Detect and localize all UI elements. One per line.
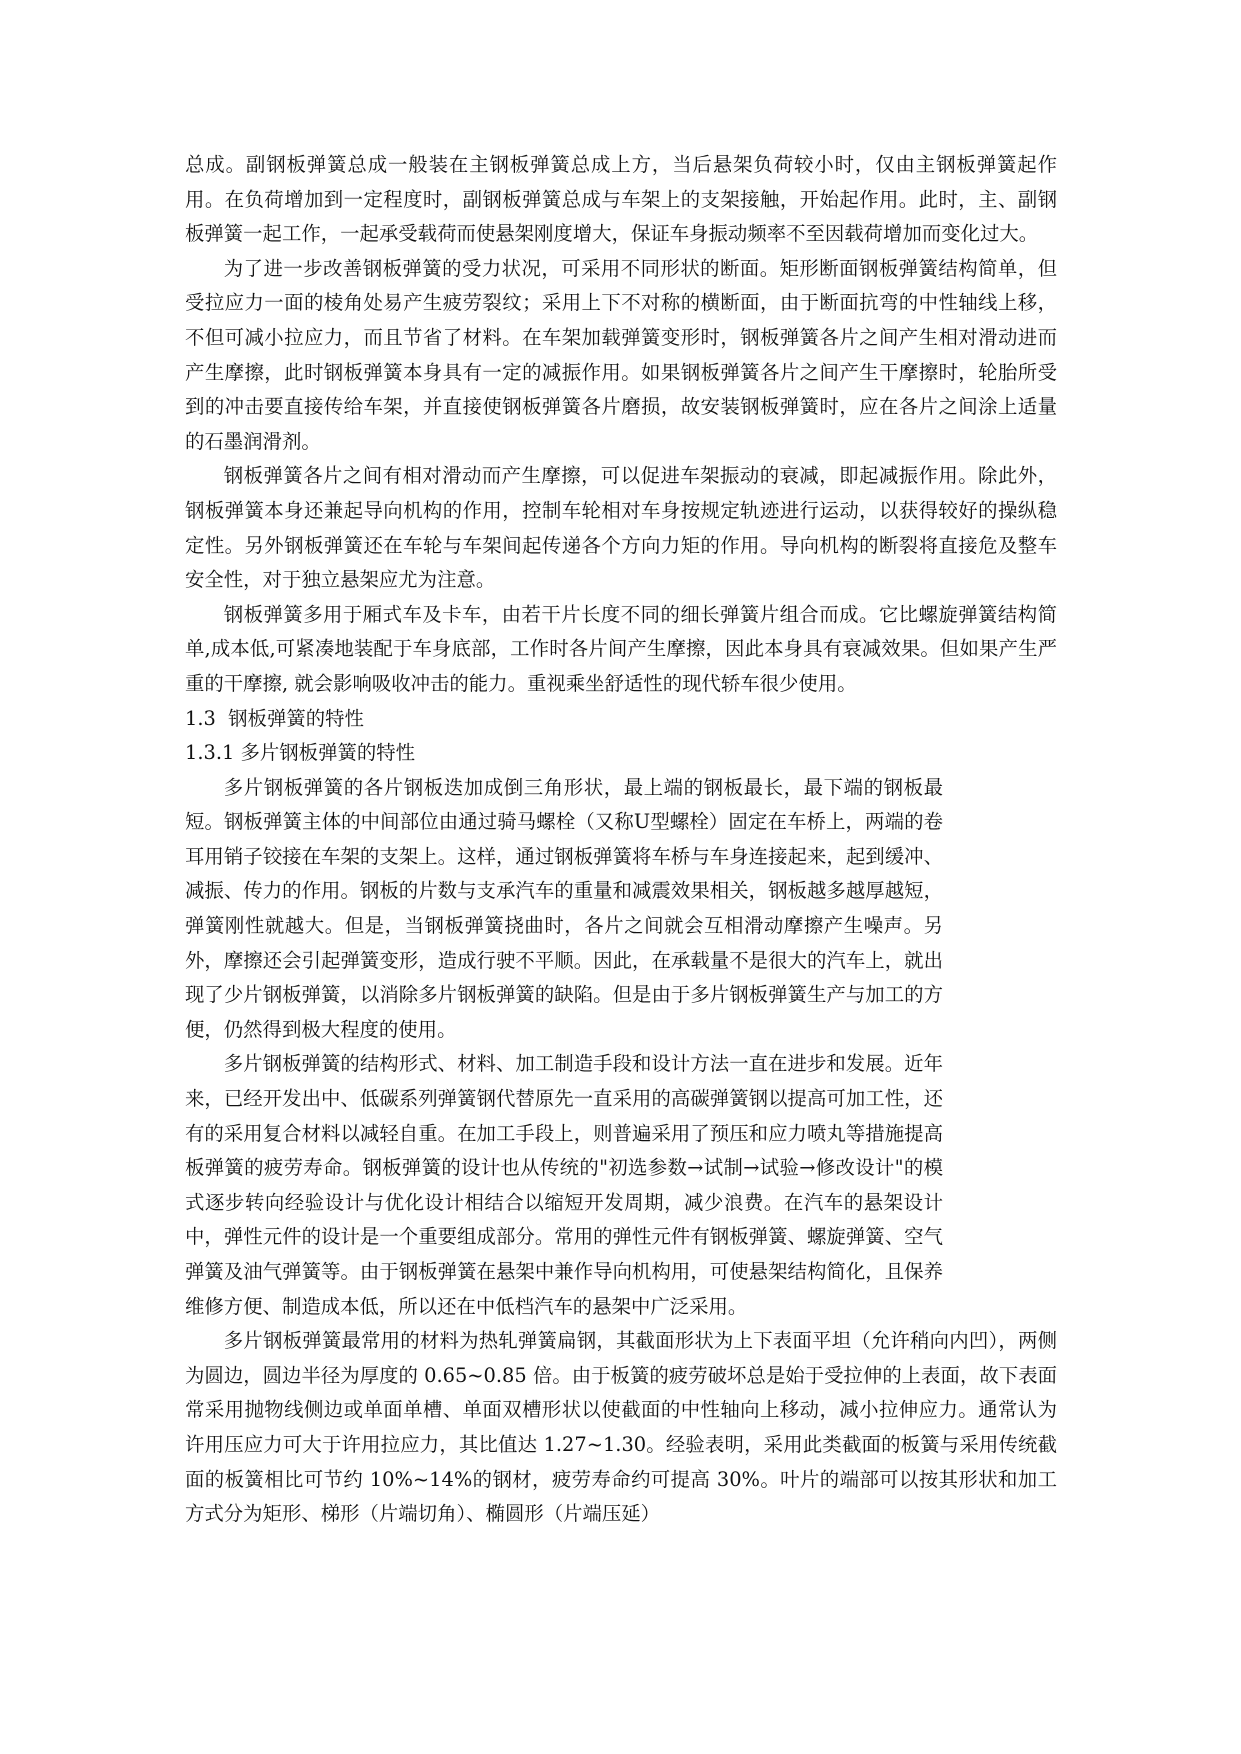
subsection-heading: 1.3.1 多片钢板弹簧的特性 — [185, 741, 416, 765]
paragraph-multi-leaf: 多片钢板弹簧的各片钢板迭加成倒三角形状，最上端的钢板最长，最下端的钢板最短。钢板弹簧主体的中间部位由通过骑马螺栓（又称U型螺栓）固定在车桥上，两端的卷耳用销子铰接在车架的支架上。这样，通过钢板弹簧将车桥与车身连接起来，起到缓冲、减振、传力的作用。钢板的片数与支承汽车的重量和减震效果相关，钢板越多越厚越短，弹簧刚性就越大。但是，当钢板弹簧挠曲时，各片之间就会互相滑动摩擦产生噪声。另外，摩擦还会引起弹簧变形，造成行驶不平顺。因此，在承载量不是很大的汽车上，就出现了少片钢板弹簧，以消除多片钢板弹簧的缺陷。但是由于多片钢板弹簧生产与加工的方便，仍然得到极大程度的使用。 — [185, 775, 943, 1041]
paragraph-material: 多片钢板弹簧最常用的材料为热轧弹簧扁钢，其截面形状为上下表面平坦（允许稍向内凹），两侧为圆边，圆边半径为厚度的 0.65~0.85 倍。由于板簧的疲劳破坏总是始于受拉伸的上表面，故下表面常采用抛物线侧边或单面单槽、单面双槽形状以使截面的中性轴向上移动，减小拉伸应力。通常认为许用压应力可大于许用拉应力，其比值达 1.27~1.30。经验表明，采用此类截面的板簧与采用传统截面的板簧相比可节约 10%~14%的钢材，疲劳寿命约可提高 30%。叶片的端部可以按其形状和加工方式分为矩形、梯形（片端切角）、椭圆形（片端压延） — [185, 1329, 1057, 1526]
paragraph-development: 多片钢板弹簧的结构形式、材料、加工制造手段和设计方法一直在进步和发展。近年来，已经开发出中、低碳系列弹簧钢代替原先一直采用的高碳弹簧钢以提高可加工性，还有的采用复合材料以减轻自重。在加工手段上，则普遍采用了预压和应力喷丸等措施提高板弹簧的疲劳寿命。钢板弹簧的设计也从传统的"初选参数→试制→试验→修改设计"的模式逐步转向经验设计与优化设计相结合以缩短开发周期，减少浪费。在汽车的悬架设计中，弹性元件的设计是一个重要组成部分。常用的弹性元件有钢板弹簧、螺旋弹簧、空气弹簧及油气弹簧等。由于钢板弹簧在悬架中兼作导向机构用，可使悬架结构简化，且保养维修方便、制造成本低，所以还在中低档汽车的悬架中广泛采用。 — [185, 1052, 943, 1318]
paragraph-damping: 钢板弹簧各片之间有相对滑动而产生摩擦，可以促进车架振动的衰减，即起减振作用。除此外，钢板弹簧本身还兼起导向机构的作用，控制车轮相对车身按规定轨迹进行运动，以获得较好的操纵稳定性。另外钢板弹簧还在车轮与车架间起传递各个方向力矩的作用。导向机构的断裂将直接危及整车安全性，对于独立悬架应尤为注意。 — [185, 464, 1057, 592]
section-heading: 1.3 钢板弹簧的特性 — [185, 706, 364, 730]
paragraph-cross-section: 为了进一步改善钢板弹簧的受力状况，可采用不同形状的断面。矩形断面钢板弹簧结构简单，但受拉应力一面的棱角处易产生疲劳裂纹；采用上下不对称的横断面，由于断面抗弯的中性轴线上移，不但可减小拉应力，而且节省了材料。在车架加载弹簧变形时，钢板弹簧各片之间产生相对滑动进而产生摩擦，此时钢板弹簧本身具有一定的减振作用。如果钢板弹簧各片之间产生干摩擦时，轮胎所受到的冲击要直接传给车架，并直接使钢板弹簧各片磨损，故安装钢板弹簧时，应在各片之间涂上适量的石墨润滑剂。 — [185, 256, 1057, 453]
paragraph-usage: 钢板弹簧多用于厢式车及卡车，由若干片长度不同的细长弹簧片组合而成。它比螺旋弹簧结构简单,成本低,可紧凑地装配于车身底部，工作时各片间产生摩擦，因此本身具有衰减效果。但如果产生严重的干摩擦, 就会影响吸收冲击的能力。重视乘坐舒适性的现代轿车很少使用。 — [185, 602, 1057, 695]
document-page — [185, 148, 1057, 1532]
paragraph-assembly: 总成。副钢板弹簧总成一般装在主钢板弹簧总成上方，当后悬架负荷较小时，仅由主钢板弹簧起作用。在负荷增加到一定程度时，副钢板弹簧总成与车架上的支架接触，开始起作用。此时，主、副钢板弹簧一起工作，一起承受载荷而使悬架刚度增大，保证车身振动频率不至因载荷增加而变化过大。 — [185, 153, 1057, 246]
